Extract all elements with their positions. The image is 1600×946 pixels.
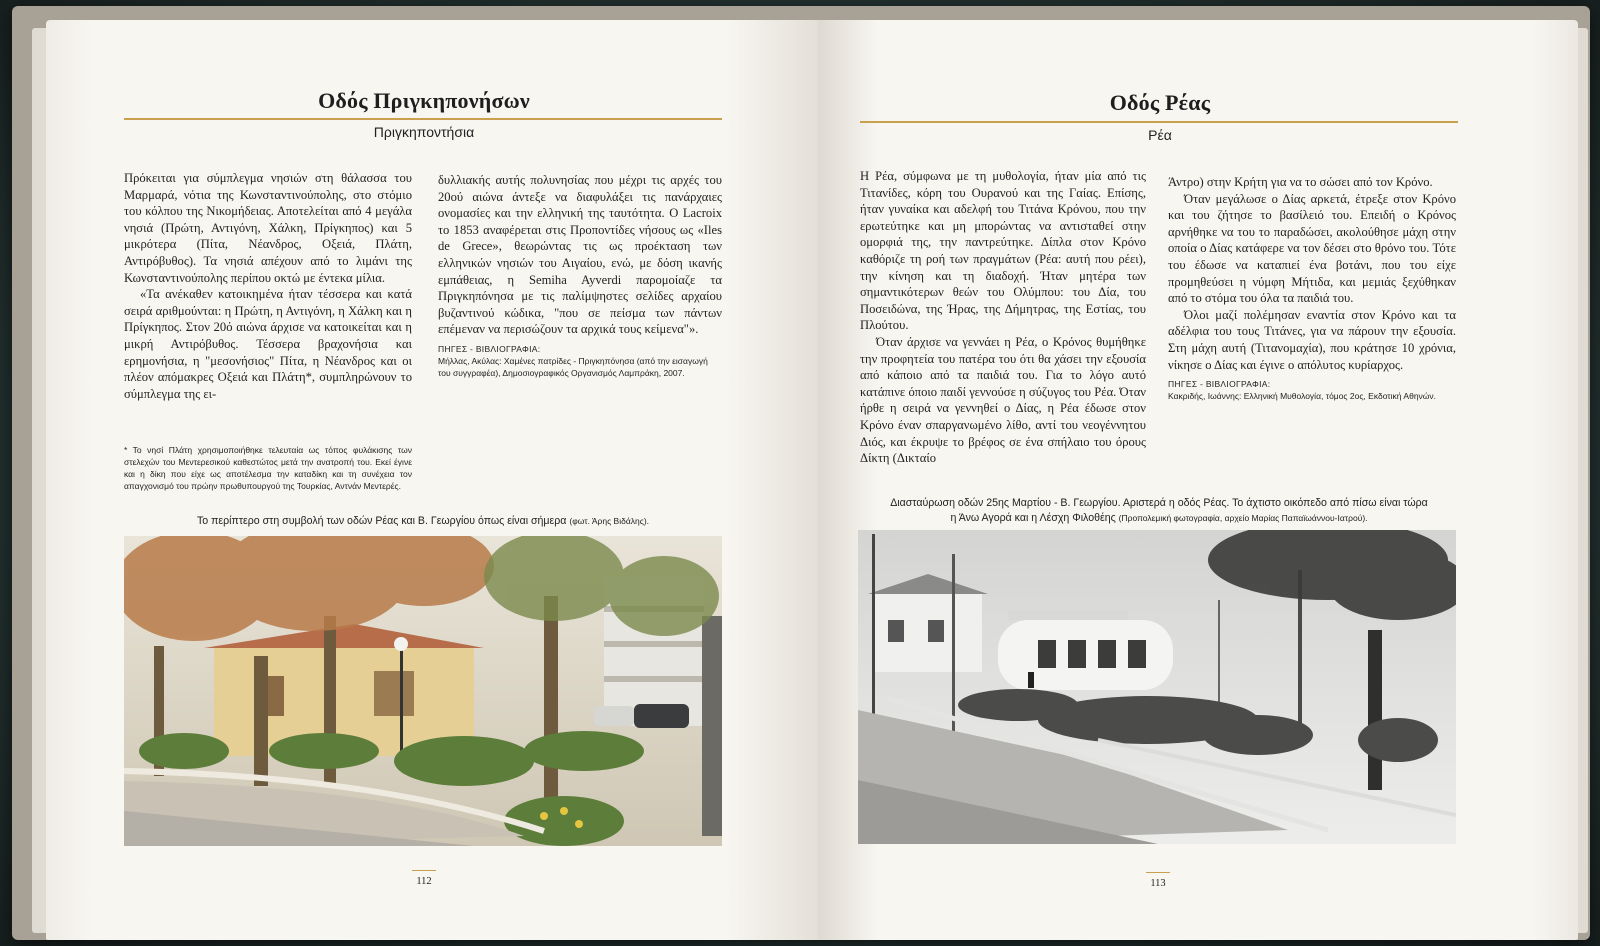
historic-photo-illustration <box>858 530 1456 844</box>
left-title-rule <box>124 118 722 120</box>
caption-credit: (Προπολεμική φωτογραφία, αρχείο Μαρίας Παπαϊωάννου-Ιατρού). <box>1118 513 1368 523</box>
right-page <box>818 20 1578 940</box>
paragraph: Όλοι μαζί πολέμησαν εναντία στον Κρόνο και τα αδέλφια του τους Τιτάνες, για να πάρουν την εξουσία. Στη μάχη αυτή (Τιτανομαχία), που κράτησε 10 χρόνια, νίκησε ο Δίας και έγινε ο απόλυτος κυρίαρχος. <box>1168 307 1456 372</box>
left-column-2 <box>438 172 722 379</box>
paragraph: Άντρο) στην Κρήτη για να το σώσει από τον Κρόνο. <box>1168 175 1433 189</box>
page-number-right: 113 <box>1138 878 1178 889</box>
right-column-2 <box>1168 174 1456 402</box>
sources-label: ΠΗΓΕΣ - ΒΙΒΛΙΟΓΡΑΦΙΑ: <box>438 343 541 354</box>
caption-line-1: Διασταύρωση οδών 25ης Μαρτίου - Β. Γεωργίου. Αριστερά η οδός Ρέας. Το άχτιστο οικόπεδο από πίσω είναι τώρα <box>890 497 1428 509</box>
kiosk-photo-illustration <box>124 536 722 846</box>
right-page-subtitle: Ρέα <box>1148 127 1172 143</box>
right-page-title: Οδός Ρέας <box>1109 90 1211 115</box>
paragraph: Η Ρέα, σύμφωνα με τη μυθολογία, ήταν μία από τις Τιτανίδες, κόρη του Ουρανού και της Γαίας. Επίσης, ήταν γυναίκα και αδελφή του Τιτάνα Κρόνου, που την ερωτεύτηκε και μη μπορώντας να αντισταθεί στην ομορφιά της, την παντρεύτηκε. Δίπλα στον Κρόνο καθόριζε τη ροή των πραγμάτων (Ρέα: αυτή που ρέει), την κίνηση και τη διαδοχή. Ήταν μητέρα των σημαντικότερων θεών του Ολύμπου: του Δία, του Ποσειδώνα, της Ήρας, της Δήμητρας, της Εστίας, του Πλούτου. <box>860 169 1146 333</box>
right-photo-caption <box>860 496 1458 526</box>
caption-line-2 <box>860 511 1458 526</box>
sources-text: Μήλλας, Ακύλας: Χαμένες πατρίδες - Πριγκηπόνησα (από την εισαγωγή του συγγραφέα), Δημοσιογραφικός Οργανισμός Λαμπράκη, 2007. <box>438 355 708 378</box>
paragraph: «Τα ανέκαθεν κατοικημένα ήταν τέσσερα και κατά σειρά αριθμούνται: η Πρώτη, η Αντιγόνη, η Χάλκη και η Πρίγκηπος. Στον 20ό αιώνα άρχισε να κατοικείται και η μικρή Αντιρόβυθος. Τέσσερα βραχονήσια και ερημονήσια, η "μεσονήσιος" Πίτα, η Νέανδρος και οι πλέον απόμακρες Οξειά και Πλάτη*, συμπληρώνουν το σύμπλεγμα της ει- <box>124 287 412 401</box>
sources-label: ΠΗΓΕΣ - ΒΙΒΛΙΟΓΡΑΦΙΑ: <box>1168 379 1271 390</box>
kiosk-photo <box>124 536 722 846</box>
left-column-1 <box>124 170 412 402</box>
caption-text: η Άνω Αγορά και η Λέσχη Φιλοθέης <box>950 512 1116 524</box>
historic-crossroads-photo <box>858 530 1456 844</box>
left-page-title: Οδός Πριγκηπονήσων <box>318 88 530 113</box>
paragraph: δυλλιακής αυτής πολυνησίας που μέχρι τις αρχές του 20ού αιώνα άντεξε να διαφυλάξει τις πανάρχαιες ονομασίες και την ελληνική της ταυτότητα. Ο Lacroix το 1853 αναφέρεται στις Προποντίδες νήσους ως «Iles de Grece», θεωρώντας τις ως προέκταση των ελληνικών νησιών του Αιγαίου, ενώ, με δόση ικανής εμπάθειας, η Semiha Ayverdi παρομοίαζε τα Πριγκηπόνησα με τις παλίμψηστες σελίδες αρχαίου βυζαντινού κώδικα, "που σε πείσμα των πάντων επέμεναν να περισώζουν τα αρχικά τους κείμενα"». <box>438 173 722 337</box>
page-number-left: 112 <box>404 876 444 887</box>
right-column-1 <box>860 168 1146 467</box>
footnote: * Το νησί Πλάτη χρησιμοποιήθηκε τελευταία ως τόπος φυλάκισης των στελεχών του Μεντερεσικού καθεστώτος μετά την ανατροπή του. Εκεί έγινε και η δίκη που είχε ως αποτέλεσμα την καταδίκη και τη συνέχεια τον απαγχονισμό του πρώην πρωθυπουργού της Τουρκίας, Αντνάν Μεντερές. <box>124 445 412 491</box>
paragraph: Πρόκειται για σύμπλεγμα νησιών στη θάλασσα του Μαρμαρά, νότια της Κωνσταντινούπολης, στο στόμιο του κόλπου της Νικομήδειας. Αποτελείται από 4 μεγάλα νησιά (Πρώτη, Αντιγόνη, Χάλκη, Πρίγκηπος) και 5 μικρότερα (Πίτα, Νέανδρος, Οξειά, Πλάτη, Αντιρόβυθος). Τα νησιά απέχουν από το λιμάνι της Κωνσταντινούπολης περίπου οκτώ με έντεκα μίλια. <box>124 171 412 285</box>
paragraph: Όταν μεγάλωσε ο Δίας αρκετά, έτρεξε στον Κρόνο και του ζήτησε το βασίλειό του. Επειδή ο Κρόνος αρνήθηκε να του το παραδώσει, ακολούθησε μάχη στην οποία ο Δίας κατάφερε να τον δέσει στο θρόνο του. Τότε του έδωσε να καταπιεί ένα βοτάνι, που του είχε προμηθεύσει η νύμφη Μήτιδα, και μεμιάς ξεχύθηκαν από το στόμα του όλα τα παιδιά του. <box>1168 191 1456 306</box>
left-page <box>46 20 818 940</box>
caption-text: Το περίπτερο στη συμβολή των οδών Ρέας και Β. Γεωργίου όπως είναι σήμερα <box>196 515 567 527</box>
paragraph: Όταν άρχισε να γεννάει η Ρέα, ο Κρόνος θυμήθηκε την προφητεία του πατέρα του ότι θα χάσει την εξουσία από κάποιο από τα παιδιά του. Για το λόγο αυτό κατάπινε όποιο παιδί γεννούσε η σύζυγος του Ρέα. Όταν ήρθε η σειρά να γεννηθεί ο Δίας, η Ρέα έδωσε στον Κρόνο έναν σπαργανωμένο λίθο, αντί του νεογέννητου Διός, και έκρυψε το βρέφος σε ένα σπήλαιο του όρους Δίκτη (Δικταίο <box>860 334 1146 466</box>
open-book <box>12 6 1590 940</box>
left-photo-caption <box>124 514 722 529</box>
right-title-rule <box>860 121 1458 123</box>
caption-credit: (φωτ. Άρης Βιδάλης). <box>569 516 650 526</box>
left-page-subtitle: Πριγκηποντήσια <box>373 124 475 140</box>
sources-text: Κακριδής, Ιωάννης: Ελληνική Μυθολογία, τόμος 2ος, Εκδοτική Αθηνών. <box>1168 391 1437 402</box>
